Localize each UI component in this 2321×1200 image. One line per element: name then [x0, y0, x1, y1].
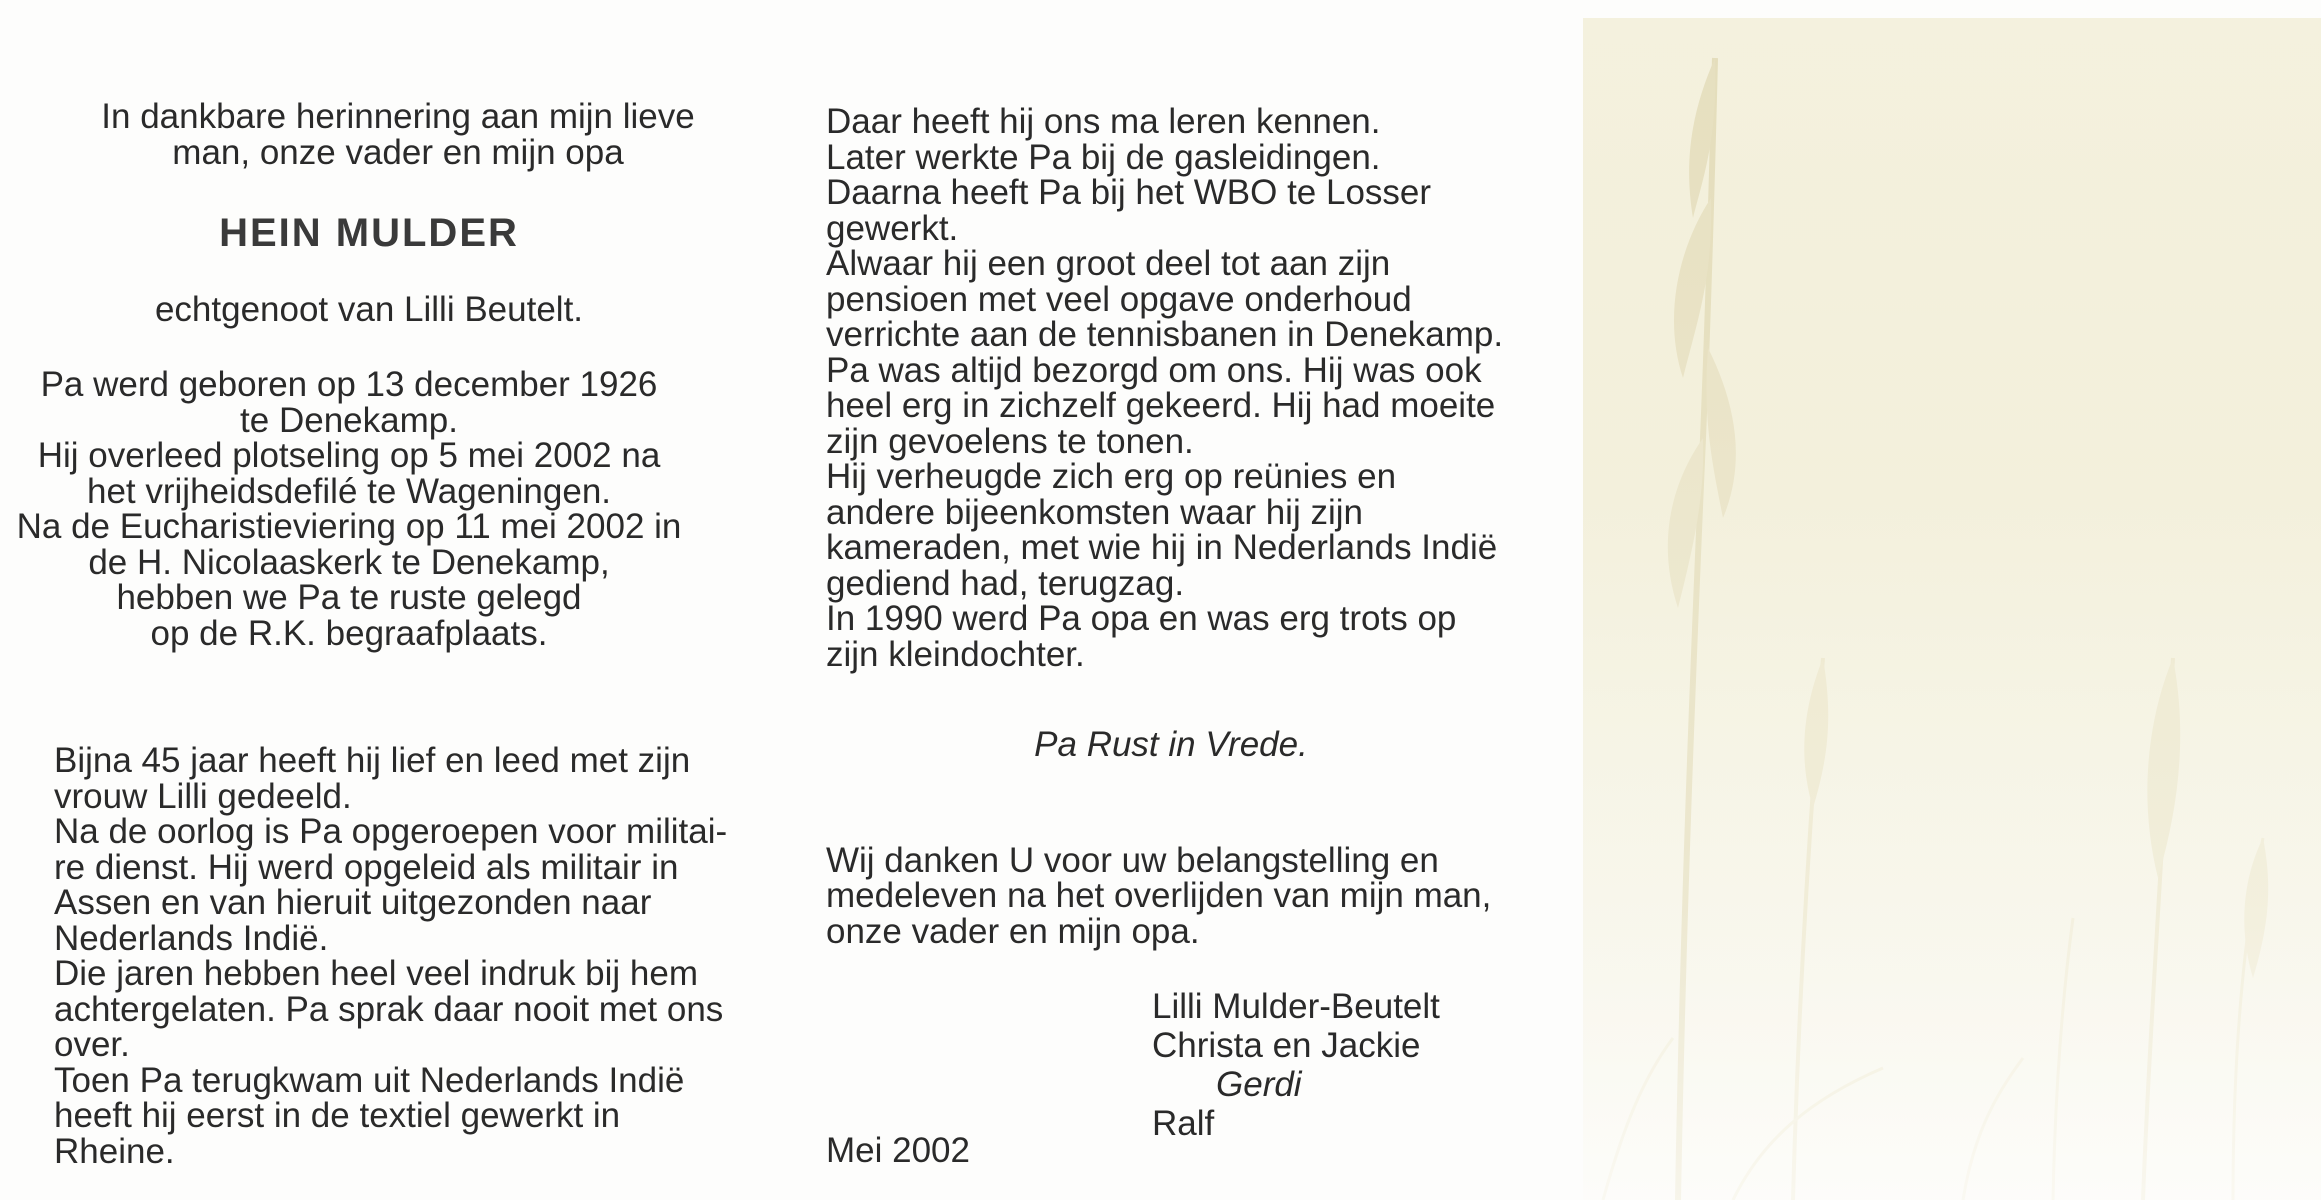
thanks-message — [826, 840, 1516, 951]
signatory: Ralf — [1152, 1104, 1215, 1143]
life-detail-line: Hij overleed plotseling op 5 mei 2002 na — [37, 436, 661, 475]
grass-silhouette-image — [1583, 18, 2321, 1200]
deceased-name: HEIN MULDER — [219, 211, 519, 255]
biography-line: Na de oorlog is Pa opgeroepen voor militai- — [54, 812, 728, 851]
spouse-line: echtgenoot van Lilli Beutelt. — [154, 289, 584, 329]
dedication-line: In dankbare herinnering aan mijn lieve — [101, 97, 695, 136]
thanks-line: Wij danken U voor uw belangstelling en — [826, 840, 1439, 880]
biography-line: re dienst. Hij werd opgeleid als militair in — [54, 847, 679, 887]
thanks-line: onze vader en mijn opa. — [826, 911, 1200, 951]
signatory: Gerdi — [1216, 1065, 1302, 1104]
biography-part-1 — [54, 743, 744, 1169]
biography-line: Rheine. — [54, 1131, 175, 1171]
life-detail-line: hebben we Pa te ruste gelegd — [116, 578, 582, 617]
thanks-line: medeleven na het overlijden van mijn man, — [826, 876, 1492, 915]
biography-line: heeft hij eerst in de textiel gewerkt in — [54, 1096, 621, 1135]
middle-column — [826, 104, 1516, 1143]
biography-line: Toen Pa terugkwam uit Nederlands Indië — [54, 1060, 685, 1100]
biography-line: gewerkt. — [826, 208, 959, 248]
biography-line: Alwaar hij een groot deel tot aan zijn — [826, 244, 1391, 283]
biography-line: Nederlands Indië. — [54, 918, 329, 958]
signatory: Lilli Mulder-Beutelt — [1152, 987, 1440, 1026]
dedication — [78, 99, 718, 170]
biography-line: over. — [54, 1025, 130, 1064]
biography-line: Daar heeft hij ons ma leren kennen. — [826, 102, 1381, 141]
biography-line: Daarna heeft Pa bij het WBO te Losser — [826, 173, 1432, 212]
grass-photo — [1583, 18, 2321, 1200]
life-detail-line: Na de Eucharistieviering op 11 mei 2002 in — [16, 507, 682, 546]
biography-line: Pa was altijd bezorgd om ons. Hij was ook — [826, 350, 1482, 390]
rest-in-peace: Pa Rust in Vrede. — [1034, 725, 1308, 764]
life-detail-line: het vrijheidsdefilé te Wageningen. — [86, 471, 612, 511]
biography-line: In 1990 werd Pa opa en was erg trots op — [826, 599, 1457, 638]
life-detail-line: de H. Nicolaaskerk te Denekamp, — [88, 542, 610, 582]
left-column — [16, 97, 744, 1171]
biography-line: Later werkte Pa bij de gasleidingen. — [826, 137, 1381, 177]
biography-line: vrouw Lilli gedeeld. — [54, 776, 352, 816]
life-details — [4, 367, 694, 651]
card-date: Mei 2002 — [826, 1131, 970, 1170]
biography-line: kameraden, met wie hij in Nederlands Indië — [826, 528, 1498, 567]
signatories — [1152, 987, 1516, 1143]
life-detail-line: Pa werd geboren op 13 december 1926 — [40, 365, 658, 404]
biography-line: verrichte aan de tennisbanen in Denekamp. — [826, 315, 1504, 354]
biography-line: zijn gevoelens te tonen. — [826, 421, 1194, 461]
signatory: Christa en Jackie — [1152, 1026, 1421, 1065]
biography-line: pensioen met veel opgave onderhoud — [826, 279, 1412, 319]
life-detail-line: op de R.K. begraafplaats. — [150, 613, 548, 653]
dedication-line: man, onze vader en mijn opa — [172, 132, 624, 172]
biography-line: Die jaren hebben heel veel indruk bij hem — [54, 954, 699, 993]
life-detail-line: te Denekamp. — [240, 400, 458, 440]
biography-line: zijn kleindochter. — [826, 634, 1085, 674]
biography-line: Hij verheugde zich erg op reünies en — [826, 457, 1397, 496]
biography-line: Bijna 45 jaar heeft hij lief en leed met zijn — [54, 741, 691, 780]
biography-line: gediend had, terugzag. — [826, 563, 1185, 603]
biography-line: Assen en van hieruit uitgezonden naar — [54, 883, 652, 922]
biography-line: achtergelaten. Pa sprak daar nooit met ons — [54, 989, 724, 1029]
biography-line: andere bijeenkomsten waar hij zijn — [826, 492, 1363, 532]
biography-part-2 — [826, 104, 1516, 672]
biography-line: heel erg in zichzelf gekeerd. Hij had moeite — [826, 386, 1496, 425]
